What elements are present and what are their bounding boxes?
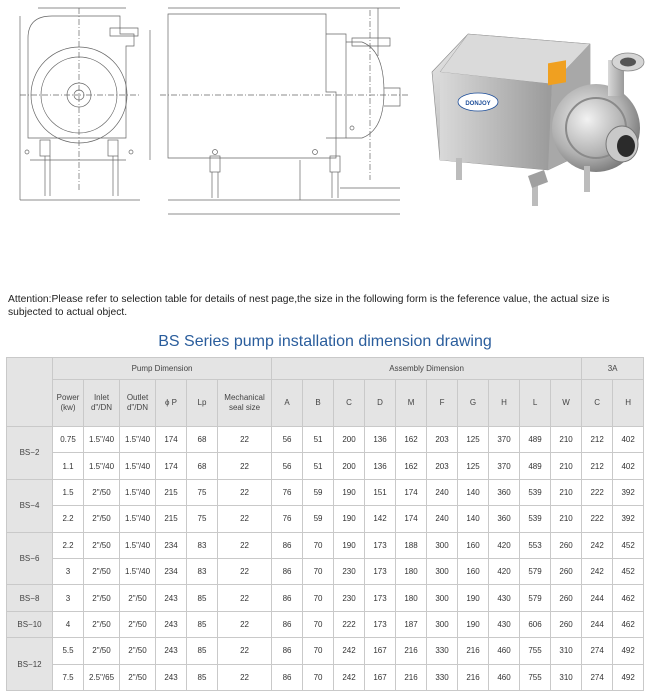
table-cell: 51 bbox=[303, 427, 334, 453]
table-cell: 402 bbox=[613, 453, 644, 479]
table-cell: 59 bbox=[303, 479, 334, 505]
table-cell: 243 bbox=[156, 585, 187, 611]
table-cell: 75 bbox=[187, 479, 218, 505]
table-cell: 1.5"/40 bbox=[84, 427, 120, 453]
table-cell: 330 bbox=[427, 638, 458, 664]
column-header: D bbox=[365, 380, 396, 427]
table-cell: 234 bbox=[156, 558, 187, 584]
table-title: BS Series pump installation dimension drawing bbox=[158, 333, 492, 350]
column-header: W bbox=[551, 380, 582, 427]
table-cell: 180 bbox=[396, 558, 427, 584]
model-cell: BS−6 bbox=[7, 532, 53, 585]
table-cell: 210 bbox=[551, 506, 582, 532]
column-header: A bbox=[272, 380, 303, 427]
table-cell: 539 bbox=[520, 506, 551, 532]
column-header-row bbox=[7, 380, 644, 427]
table-cell: 242 bbox=[582, 532, 613, 558]
table-cell: 1.5"/40 bbox=[120, 427, 156, 453]
table-cell: 56 bbox=[272, 453, 303, 479]
model-header bbox=[7, 358, 53, 427]
table-cell: 2"/50 bbox=[84, 558, 120, 584]
table-cell: 3 bbox=[53, 585, 84, 611]
table-cell: 539 bbox=[520, 479, 551, 505]
table-cell: 215 bbox=[156, 506, 187, 532]
table-cell: 1.5"/40 bbox=[120, 479, 156, 505]
three-a-header: 3A bbox=[582, 358, 644, 380]
table-cell: 70 bbox=[303, 611, 334, 637]
table-cell: 85 bbox=[187, 638, 218, 664]
table-cell: 162 bbox=[396, 427, 427, 453]
table-cell: 222 bbox=[582, 506, 613, 532]
table-cell: 1.5"/40 bbox=[120, 532, 156, 558]
table-cell: 190 bbox=[334, 506, 365, 532]
table-cell: 392 bbox=[613, 479, 644, 505]
column-header: Lp bbox=[187, 380, 218, 427]
table-cell: 489 bbox=[520, 427, 551, 453]
table-cell: 274 bbox=[582, 638, 613, 664]
table-cell: 180 bbox=[396, 585, 427, 611]
column-header: H bbox=[613, 380, 644, 427]
table-cell: 242 bbox=[334, 664, 365, 690]
table-cell: 452 bbox=[613, 558, 644, 584]
column-header: L bbox=[520, 380, 551, 427]
table-cell: 86 bbox=[272, 558, 303, 584]
table-cell: 85 bbox=[187, 664, 218, 690]
table-cell: 125 bbox=[458, 427, 489, 453]
table-cell: 553 bbox=[520, 532, 551, 558]
table-cell: 200 bbox=[334, 453, 365, 479]
table-cell: 260 bbox=[551, 532, 582, 558]
table-cell: 216 bbox=[396, 664, 427, 690]
table-cell: 492 bbox=[613, 664, 644, 690]
table-cell: 190 bbox=[458, 585, 489, 611]
table-cell: 606 bbox=[520, 611, 551, 637]
model-cell: BS−4 bbox=[7, 479, 53, 532]
table-cell: 460 bbox=[489, 638, 520, 664]
table-cell: 430 bbox=[489, 611, 520, 637]
table-cell: 300 bbox=[427, 585, 458, 611]
table-cell: 2"/50 bbox=[84, 611, 120, 637]
table-cell: 162 bbox=[396, 453, 427, 479]
table-cell: 22 bbox=[218, 427, 272, 453]
table-cell: 160 bbox=[458, 532, 489, 558]
brand-label: DONJOY bbox=[465, 101, 491, 107]
table-row bbox=[7, 558, 644, 584]
column-header: H bbox=[489, 380, 520, 427]
table-row bbox=[7, 585, 644, 611]
table-cell: 22 bbox=[218, 506, 272, 532]
table-cell: 1.5"/40 bbox=[84, 453, 120, 479]
table-cell: 200 bbox=[334, 427, 365, 453]
table-cell: 86 bbox=[272, 532, 303, 558]
table-cell: 136 bbox=[365, 453, 396, 479]
column-header: G bbox=[458, 380, 489, 427]
table-cell: 1.5"/40 bbox=[120, 506, 156, 532]
table-row bbox=[7, 611, 644, 637]
table-cell: 230 bbox=[334, 558, 365, 584]
column-header: ϕ P bbox=[156, 380, 187, 427]
table-cell: 173 bbox=[365, 532, 396, 558]
table-cell: 300 bbox=[427, 558, 458, 584]
table-cell: 70 bbox=[303, 664, 334, 690]
table-row bbox=[7, 638, 644, 664]
table-cell: 216 bbox=[458, 638, 489, 664]
table-cell: 188 bbox=[396, 532, 427, 558]
table-cell: 190 bbox=[334, 479, 365, 505]
table-cell: 22 bbox=[218, 479, 272, 505]
table-cell: 300 bbox=[427, 532, 458, 558]
table-cell: 190 bbox=[334, 532, 365, 558]
table-row bbox=[7, 506, 644, 532]
table-cell: 22 bbox=[218, 453, 272, 479]
table-cell: 22 bbox=[218, 585, 272, 611]
table-cell: 2"/50 bbox=[120, 638, 156, 664]
table-cell: 260 bbox=[551, 558, 582, 584]
table-cell: 755 bbox=[520, 664, 551, 690]
table-cell: 489 bbox=[520, 453, 551, 479]
table-cell: 203 bbox=[427, 427, 458, 453]
table-cell: 70 bbox=[303, 532, 334, 558]
table-cell: 86 bbox=[272, 585, 303, 611]
table-cell: 187 bbox=[396, 611, 427, 637]
table-cell: 51 bbox=[303, 453, 334, 479]
table-cell: 240 bbox=[427, 479, 458, 505]
table-cell: 234 bbox=[156, 532, 187, 558]
table-cell: 430 bbox=[489, 585, 520, 611]
table-cell: 86 bbox=[272, 664, 303, 690]
column-header: C bbox=[334, 380, 365, 427]
table-cell: 2.2 bbox=[53, 506, 84, 532]
table-cell: 2"/50 bbox=[84, 479, 120, 505]
table-cell: 4 bbox=[53, 611, 84, 637]
table-cell: 190 bbox=[458, 611, 489, 637]
table-cell: 167 bbox=[365, 664, 396, 690]
table-cell: 260 bbox=[551, 585, 582, 611]
model-cell: BS−8 bbox=[7, 585, 53, 611]
table-cell: 2.2 bbox=[53, 532, 84, 558]
table-cell: 460 bbox=[489, 664, 520, 690]
table-cell: 310 bbox=[551, 664, 582, 690]
table-cell: 136 bbox=[365, 427, 396, 453]
table-cell: 76 bbox=[272, 479, 303, 505]
table-cell: 244 bbox=[582, 611, 613, 637]
table-cell: 1.5"/40 bbox=[120, 558, 156, 584]
table-row bbox=[7, 479, 644, 505]
table-cell: 420 bbox=[489, 558, 520, 584]
table-cell: 160 bbox=[458, 558, 489, 584]
table-row bbox=[7, 427, 644, 453]
table-cell: 86 bbox=[272, 611, 303, 637]
table-cell: 68 bbox=[187, 427, 218, 453]
table-cell: 174 bbox=[396, 479, 427, 505]
table-cell: 140 bbox=[458, 506, 489, 532]
table-cell: 462 bbox=[613, 611, 644, 637]
column-header: F bbox=[427, 380, 458, 427]
column-header: Mechanical seal size bbox=[218, 380, 272, 427]
table-cell: 360 bbox=[489, 506, 520, 532]
assembly-dimension-header: Assembly Dimension bbox=[272, 358, 582, 380]
table-cell: 462 bbox=[613, 585, 644, 611]
table-cell: 210 bbox=[551, 479, 582, 505]
table-cell: 579 bbox=[520, 558, 551, 584]
table-cell: 402 bbox=[613, 427, 644, 453]
table-cell: 330 bbox=[427, 664, 458, 690]
table-cell: 22 bbox=[218, 638, 272, 664]
table-cell: 2"/50 bbox=[84, 638, 120, 664]
table-cell: 22 bbox=[218, 558, 272, 584]
table-cell: 2.5"/65 bbox=[84, 664, 120, 690]
table-cell: 173 bbox=[365, 585, 396, 611]
pump-dimension-header: Pump Dimension bbox=[53, 358, 272, 380]
table-cell: 243 bbox=[156, 611, 187, 637]
table-cell: 22 bbox=[218, 664, 272, 690]
table-cell: 3 bbox=[53, 558, 84, 584]
table-cell: 2"/50 bbox=[120, 611, 156, 637]
column-header: C bbox=[582, 380, 613, 427]
table-cell: 240 bbox=[427, 506, 458, 532]
table-cell: 167 bbox=[365, 638, 396, 664]
table-cell: 392 bbox=[613, 506, 644, 532]
table-cell: 174 bbox=[396, 506, 427, 532]
table-cell: 222 bbox=[582, 479, 613, 505]
table-cell: 579 bbox=[520, 585, 551, 611]
drawings-area bbox=[0, 0, 650, 230]
table-cell: 22 bbox=[218, 532, 272, 558]
table-cell: 174 bbox=[156, 427, 187, 453]
table-cell: 5.5 bbox=[53, 638, 84, 664]
column-header: Power (kw) bbox=[53, 380, 84, 427]
column-header: B bbox=[303, 380, 334, 427]
column-header: Inlet d"/DN bbox=[84, 380, 120, 427]
table-cell: 70 bbox=[303, 638, 334, 664]
table-cell: 215 bbox=[156, 479, 187, 505]
column-header: Outlet d"/DN bbox=[120, 380, 156, 427]
table-cell: 70 bbox=[303, 558, 334, 584]
table-cell: 242 bbox=[334, 638, 365, 664]
table-cell: 75 bbox=[187, 506, 218, 532]
table-cell: 142 bbox=[365, 506, 396, 532]
table-cell: 151 bbox=[365, 479, 396, 505]
table-cell: 173 bbox=[365, 558, 396, 584]
side-view-drawing bbox=[160, 8, 410, 214]
table-cell: 2"/50 bbox=[120, 585, 156, 611]
table-cell: 59 bbox=[303, 506, 334, 532]
table-cell: 492 bbox=[613, 638, 644, 664]
table-cell: 212 bbox=[582, 427, 613, 453]
table-cell: 140 bbox=[458, 479, 489, 505]
table-cell: 755 bbox=[520, 638, 551, 664]
table-cell: 370 bbox=[489, 427, 520, 453]
front-view-drawing bbox=[20, 8, 150, 200]
table-cell: 56 bbox=[272, 427, 303, 453]
table-cell: 1.5 bbox=[53, 479, 84, 505]
table-cell: 173 bbox=[365, 611, 396, 637]
table-cell: 310 bbox=[551, 638, 582, 664]
table-cell: 0.75 bbox=[53, 427, 84, 453]
table-cell: 7.5 bbox=[53, 664, 84, 690]
table-cell: 216 bbox=[458, 664, 489, 690]
table-cell: 174 bbox=[156, 453, 187, 479]
table-row bbox=[7, 453, 644, 479]
table-cell: 85 bbox=[187, 585, 218, 611]
table-cell: 1.5"/40 bbox=[120, 453, 156, 479]
table-cell: 216 bbox=[396, 638, 427, 664]
column-header: M bbox=[396, 380, 427, 427]
table-cell: 22 bbox=[218, 611, 272, 637]
dimension-table bbox=[6, 357, 644, 691]
table-cell: 244 bbox=[582, 585, 613, 611]
table-cell: 76 bbox=[272, 506, 303, 532]
table-cell: 370 bbox=[489, 453, 520, 479]
pump-product-photo bbox=[432, 34, 644, 206]
table-cell: 360 bbox=[489, 479, 520, 505]
table-row bbox=[7, 664, 644, 690]
table-cell: 210 bbox=[551, 427, 582, 453]
table-cell: 70 bbox=[303, 585, 334, 611]
table-cell: 242 bbox=[582, 558, 613, 584]
table-cell: 2"/50 bbox=[120, 664, 156, 690]
table-cell: 230 bbox=[334, 585, 365, 611]
table-cell: 300 bbox=[427, 611, 458, 637]
table-cell: 452 bbox=[613, 532, 644, 558]
table-cell: 2"/50 bbox=[84, 532, 120, 558]
table-cell: 1.1 bbox=[53, 453, 84, 479]
table-cell: 210 bbox=[551, 453, 582, 479]
table-body bbox=[7, 427, 644, 691]
model-cell: BS−12 bbox=[7, 638, 53, 691]
table-cell: 125 bbox=[458, 453, 489, 479]
table-cell: 2"/50 bbox=[84, 506, 120, 532]
table-row bbox=[7, 532, 644, 558]
table-cell: 83 bbox=[187, 532, 218, 558]
table-cell: 222 bbox=[334, 611, 365, 637]
attention-note: Attention:Please refer to selection table for details of nest page,the size in the following form is the feference value, the actual size is subjected to actual object. bbox=[8, 294, 610, 318]
table-cell: 243 bbox=[156, 664, 187, 690]
table-cell: 243 bbox=[156, 638, 187, 664]
table-cell: 203 bbox=[427, 453, 458, 479]
table-cell: 2"/50 bbox=[84, 585, 120, 611]
pump-drawings bbox=[0, 0, 650, 230]
model-cell: BS−2 bbox=[7, 427, 53, 480]
table-cell: 260 bbox=[551, 611, 582, 637]
table-cell: 83 bbox=[187, 558, 218, 584]
table-cell: 420 bbox=[489, 532, 520, 558]
table-cell: 86 bbox=[272, 638, 303, 664]
table-cell: 68 bbox=[187, 453, 218, 479]
table-cell: 85 bbox=[187, 611, 218, 637]
table-cell: 212 bbox=[582, 453, 613, 479]
table-cell: 274 bbox=[582, 664, 613, 690]
model-cell: BS−10 bbox=[7, 611, 53, 637]
